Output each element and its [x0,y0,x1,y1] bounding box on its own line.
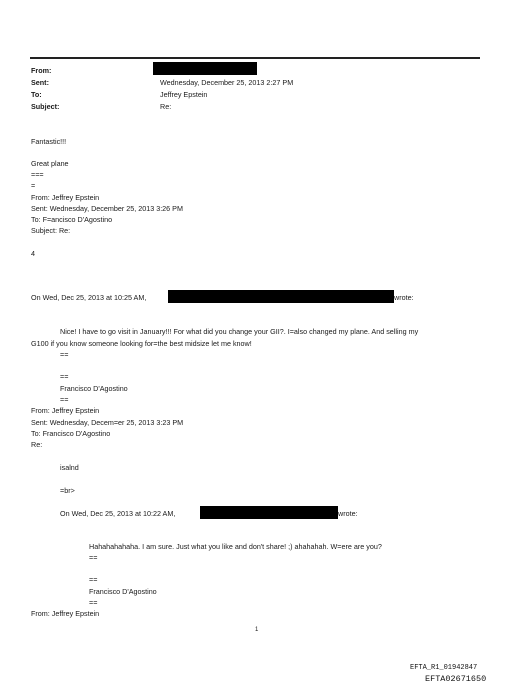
body-line: G100 if you know someone looking for=the best midsize let me know! [31,339,252,348]
body-line: == [89,575,98,584]
body-line: Hahahahahaha. I am sure. Just what you like and don't share! ;) ahahahah. W=ere are you? [89,542,382,551]
from-label: From: [31,66,52,75]
body-line: Francisco D'Agostino [89,587,157,596]
redaction-block [200,506,338,519]
footer-id-2: EFTA02671650 [425,674,487,684]
subject-value: Re: [160,102,172,111]
body-line: =br> [60,486,75,495]
body-line: Sent: Wednesday, Decem=er 25, 2013 3:23 PM [31,418,184,427]
footer-id-1: EFTA_R1_01942847 [410,664,478,672]
body-line: Fantastic!!! [31,137,67,146]
body-line: 4 [31,249,35,258]
to-label: To: [31,90,42,99]
body-line: == [89,598,98,607]
body-line: Great plane [31,159,69,168]
body-line: isalnd [60,463,79,472]
sent-value: Wednesday, December 25, 2013 2:27 PM [160,78,294,87]
body-line: == [60,350,69,359]
body-line: == [89,553,98,562]
body-line: From: Jeffrey Epstein [31,193,100,202]
body-line: To: F=ancisco D'Agostino [31,215,113,224]
redaction-block [153,62,257,75]
body-line: From: Jeffrey Epstein [31,609,100,618]
header-rule [30,57,480,59]
body-line: On Wed, Dec 25, 2013 at 10:22 AM, [60,509,176,518]
body-line: == [60,372,69,381]
body-line: wrote: [394,293,414,302]
body-line: = [31,181,36,190]
to-value: Jeffrey Epstein [160,90,208,99]
body-line: wrote: [338,509,358,518]
body-line: From: Jeffrey Epstein [31,406,100,415]
body-line: Francisco D'Agostino [60,384,128,393]
body-line: On Wed, Dec 25, 2013 at 10:25 AM, [31,293,147,302]
body-line: Re: [31,440,43,449]
subject-label: Subject: [31,102,60,111]
page-number: 1 [255,627,259,633]
redaction-block [168,290,394,303]
body-line: Nice! I have to go visit in January!!! For what did you change your GII?. I=also changed my plane. And selling my [60,327,419,336]
body-line: To: Francisco D'Agostino [31,429,111,438]
body-line: == [60,395,69,404]
sent-label: Sent: [31,78,49,87]
body-line: === [31,170,44,179]
body-line: Subject: Re: [31,226,71,235]
body-line: Sent: Wednesday, December 25, 2013 3:26 PM [31,204,183,213]
